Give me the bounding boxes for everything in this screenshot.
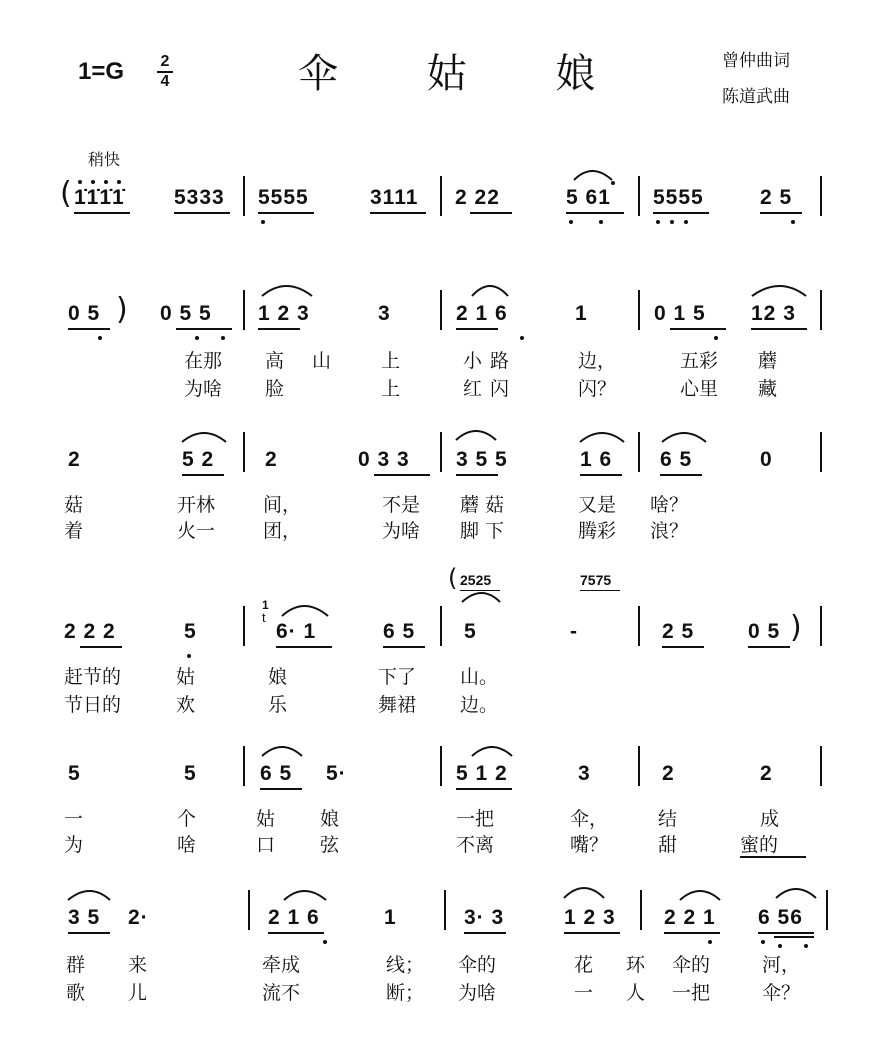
note-group: 1 2 3: [258, 302, 310, 325]
note-group: 6 5: [660, 448, 693, 471]
lyric: 姑: [176, 666, 196, 688]
slur: [68, 891, 110, 900]
note-group: 0 3 3: [358, 448, 410, 471]
note-group: 2 2 2: [64, 620, 116, 643]
note-group: 5 61: [566, 186, 611, 209]
lyric: 上: [381, 378, 401, 400]
lyric: 群: [66, 954, 86, 976]
lyric: 又是: [578, 494, 617, 516]
lyric: 火一: [177, 520, 216, 542]
lyric: 一把: [672, 982, 711, 1004]
lyric: 高: [265, 350, 285, 372]
note-group: 2: [760, 762, 773, 785]
intro-paren-close: ): [116, 292, 128, 327]
lyric: 河，: [762, 954, 801, 976]
lyric: 个: [177, 808, 197, 830]
slur: [284, 891, 326, 900]
note-group: 6· 1: [276, 620, 317, 643]
lyric: 口: [256, 834, 276, 856]
note-group: 3: [578, 762, 591, 785]
lyric: 伞的: [672, 954, 711, 976]
note-group: 2: [68, 448, 81, 471]
note-group: 12 3: [751, 302, 796, 325]
note-group: 5: [464, 620, 477, 643]
lyric: 伞？: [762, 982, 801, 1004]
lyric: 不离: [456, 834, 495, 856]
lyric: 姑: [256, 808, 276, 830]
lyric: 一把: [456, 808, 495, 830]
lyric: 乐: [268, 694, 288, 716]
slur: [282, 606, 328, 616]
note-group: 5: [68, 762, 81, 785]
key-signature: 1=G: [78, 58, 125, 85]
time-signature-top: 2: [160, 53, 170, 70]
lyric: 一: [574, 982, 594, 1004]
lyric: 边，: [578, 350, 617, 372]
note-group: 1̇1̇1̇1̇: [74, 186, 125, 209]
slur: [680, 891, 720, 900]
lyric: 腾彩: [578, 520, 617, 542]
note-group: 2: [662, 762, 675, 785]
grace-note-mark: t: [262, 610, 266, 625]
lyric: 为: [64, 834, 84, 856]
note-group: 2 5: [662, 620, 695, 643]
slur: [564, 888, 604, 898]
grace-notes: 2525: [460, 572, 492, 588]
note-group: 5555: [258, 186, 309, 209]
lyric: 不是: [382, 494, 421, 516]
slur: [262, 286, 312, 296]
lyric: 一: [64, 808, 84, 830]
tempo-marking: 稍快: [88, 150, 121, 169]
note-group: 2·: [128, 906, 149, 929]
note-group: 5555: [653, 186, 704, 209]
lyric: 甜: [658, 834, 678, 856]
lyric: 赶节的: [64, 666, 122, 688]
lyric: 欢: [176, 694, 196, 716]
lyric: 流不: [262, 982, 301, 1004]
lyric: 开林: [177, 494, 216, 516]
lyric: 蘑 菇: [460, 494, 505, 516]
note-group: 5333: [174, 186, 225, 209]
lyric: 五彩: [680, 350, 719, 372]
lyric: 环: [626, 954, 646, 976]
note-group: 6 56: [758, 906, 803, 929]
note-group: 2 1 6: [268, 906, 320, 929]
slur: [580, 433, 624, 442]
lyric: 花: [574, 954, 594, 976]
note-group: 6 5: [383, 620, 416, 643]
slur: [776, 889, 816, 898]
lyric: 边。: [460, 694, 499, 716]
lyricist-credit: 曾仲曲词: [722, 51, 790, 71]
composer-credit: 陈道武曲: [722, 87, 790, 107]
note-group: 1 2 3: [564, 906, 616, 929]
lyric: 山: [312, 350, 332, 372]
lyric: 人: [626, 982, 646, 1004]
lyric: 着: [64, 520, 84, 542]
high-octave-dot: [91, 180, 95, 184]
lyric: 成: [760, 808, 780, 830]
lyric: 在那: [184, 350, 223, 372]
lyric: 娘: [320, 808, 340, 830]
high-octave-dot: [104, 180, 108, 184]
grace-notes: 7575: [580, 572, 612, 588]
high-octave-dot: [78, 180, 82, 184]
lyric: 牵成: [262, 954, 301, 976]
note-group: 5 2: [182, 448, 215, 471]
lyric: 伞，: [570, 808, 609, 830]
song-title: 伞 姑 娘: [298, 51, 634, 97]
note-group: 3 5: [68, 906, 101, 929]
lyric: 山。: [460, 666, 499, 688]
lyric: 啥？: [650, 494, 689, 516]
slur: [472, 747, 512, 756]
note-group: 5: [184, 762, 197, 785]
note-group: 5 1 2: [456, 762, 508, 785]
intro-paren-open: (: [60, 176, 72, 211]
note-group: 3111: [370, 186, 419, 209]
note-group: 0: [760, 448, 773, 471]
grace-paren: (: [448, 564, 458, 592]
note-group: -: [570, 620, 578, 643]
grace-note: 1: [262, 598, 269, 612]
note-group: 1: [384, 906, 397, 929]
note-group: 0 1 5: [654, 302, 706, 325]
lyric: 来: [128, 954, 148, 976]
high-octave-dot: [117, 180, 121, 184]
lyric: 节日的: [64, 694, 122, 716]
lyric: 歌: [66, 982, 86, 1004]
slur: [662, 433, 706, 442]
lyric: 啥: [177, 834, 197, 856]
lyric: 蜜的: [740, 834, 779, 856]
note-group: 3: [378, 302, 391, 325]
note-group: 5·: [326, 762, 347, 785]
lyric: 嘴？: [570, 834, 609, 856]
note-group: 3· 3: [464, 906, 505, 929]
note-group: 0 5: [68, 302, 101, 325]
lyric: 为啥: [184, 378, 223, 400]
note-group: 1 6: [580, 448, 613, 471]
lyric: 儿: [128, 982, 148, 1004]
lyric: 间，: [263, 494, 302, 516]
slur: [262, 747, 302, 756]
lyric: 红闪: [463, 378, 518, 400]
lyric: 下了: [378, 666, 417, 688]
high-octave-dot: [611, 181, 615, 185]
note-group: 1: [575, 302, 588, 325]
time-signature-bottom: 4: [160, 73, 170, 90]
lyric: 上: [381, 350, 401, 372]
note-group: 2 22: [455, 186, 500, 209]
note-group: 3 5 5: [456, 448, 508, 471]
slur: [752, 286, 806, 296]
note-group: 6 5: [260, 762, 293, 785]
lyric: 断；: [386, 982, 425, 1004]
slur: [472, 286, 508, 296]
note-group: 0 5: [748, 620, 781, 643]
lyric: 脚 下: [460, 520, 505, 542]
lyric: 舞裙: [378, 694, 417, 716]
slur: [574, 171, 612, 180]
note-group: 2 2 1: [664, 906, 716, 929]
lyric: 结: [658, 808, 678, 830]
note-group: 0 5 5: [160, 302, 212, 325]
lyric: 弦: [320, 834, 340, 856]
slur: [462, 593, 500, 602]
lyric: 心里: [680, 378, 719, 400]
lyric: 小路: [463, 350, 518, 372]
note-group: 2 1 6: [456, 302, 508, 325]
interlude-paren-close: ): [790, 610, 802, 645]
lyric: 线；: [386, 954, 425, 976]
lyric: 脸: [265, 378, 285, 400]
lyric: 蘑: [758, 350, 778, 372]
lyric: 为啥: [382, 520, 421, 542]
lyric: 伞的: [458, 954, 497, 976]
note-group: 5: [184, 620, 197, 643]
note-group: 2: [265, 448, 278, 471]
lyric: 菇: [64, 494, 84, 516]
lyric: 浪？: [650, 520, 689, 542]
lyric: 团，: [263, 520, 302, 542]
slur: [182, 433, 226, 442]
slur: [456, 431, 496, 440]
lyric: 闪？: [578, 378, 617, 400]
lyric: 为啥: [458, 982, 497, 1004]
lyric: 娘: [268, 666, 288, 688]
note-group: 2 5: [760, 186, 793, 209]
lyric: 藏: [758, 378, 778, 400]
